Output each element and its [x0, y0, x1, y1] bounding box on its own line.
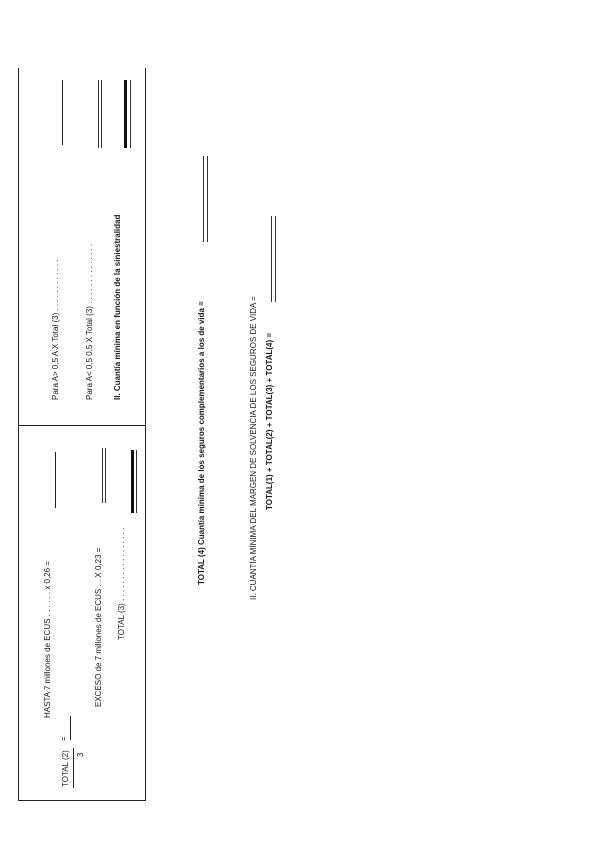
- para-a-greater-line: Para A> 0,5 A X Total (3) . . . . . . . . . . . .: [51, 259, 60, 400]
- hasta-7-millones-line: HASTA 7 millones de ECUS . . . . . . x 0,26 =: [43, 560, 52, 718]
- total3-answer-double-line: [131, 450, 134, 513]
- total2-answer-line: [70, 716, 71, 740]
- exceso-7-millones-line: EXCESO de 7 millones de ECUS . . X 0,23 =: [94, 547, 103, 707]
- table-middle-divider: [18, 425, 146, 426]
- para-a-less-answer-line-2: [101, 80, 102, 148]
- total4-answer-line-2: [207, 156, 208, 242]
- total2-equals: =: [59, 736, 68, 741]
- hasta-answer-line: [55, 452, 56, 508]
- total3-line: TOTAL (3) . . . . . . . . . . . . . . . . .: [117, 527, 126, 640]
- table-top-border: [18, 68, 19, 801]
- totals-sum-formula: TOTAL(1) + TOTAL(2) + TOTAL(3) + TOTAL(4) =: [265, 332, 274, 510]
- siniestralidad-answer-second-line: [130, 80, 131, 148]
- total2-denominator: 3: [76, 752, 85, 757]
- totals-answer-line-1: [271, 216, 272, 302]
- siniestralidad-heading: II. Cuantía mínima en función de la siniestralidad: [113, 214, 122, 400]
- table-bottom-border: [145, 68, 146, 801]
- exceso-answer-line-2: [105, 448, 106, 503]
- exceso-answer-line-1: [102, 448, 103, 503]
- siniestralidad-answer-double-line: [124, 80, 127, 148]
- total3-answer-second-line: [136, 450, 137, 513]
- table-left-edge: [18, 800, 146, 801]
- para-a-less-answer-line-1: [98, 80, 99, 148]
- para-a-greater-answer-line: [62, 80, 63, 145]
- total2-fraction-bar: [73, 748, 74, 788]
- totals-answer-line-2: [275, 216, 276, 302]
- margen-solvencia-heading: II. CUANTÍA MÍNIMA DEL MARGEN DE SOLVENCIA DE LOS SEGUROS DE VIDA =: [249, 296, 258, 600]
- total4-line: TOTAL (4) Cuantía mínima de los seguros complementarios a los de vida =: [197, 301, 206, 585]
- total2-label: TOTAL (2): [61, 750, 70, 787]
- total4-answer-line-1: [203, 156, 204, 242]
- para-a-less-line: Para A< 0,5 0,5 X Total (3) . . . . . . . . . . . . . .: [85, 243, 94, 400]
